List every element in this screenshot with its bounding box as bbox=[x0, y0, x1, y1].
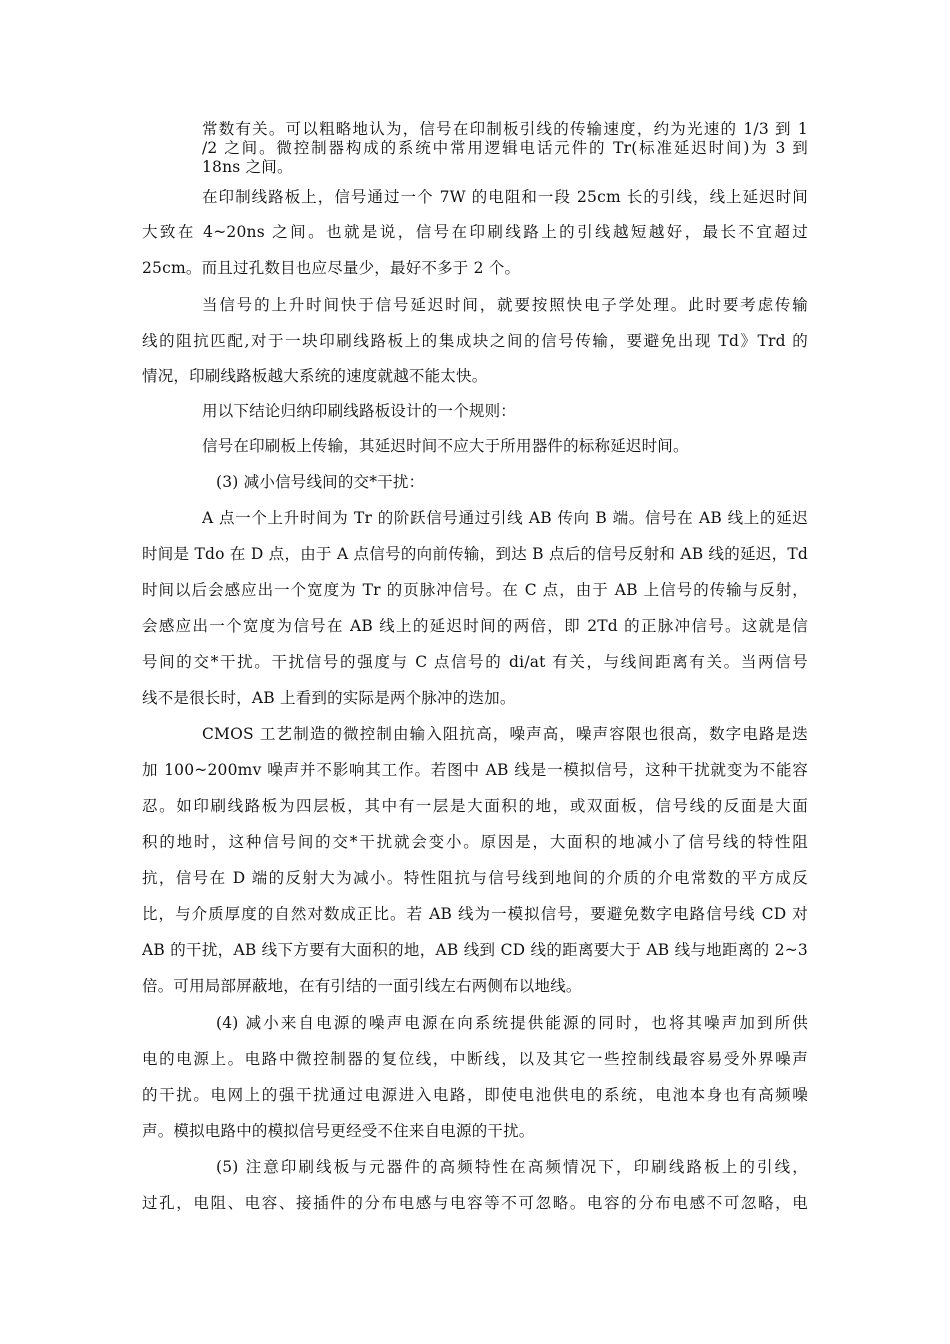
cross-line-2: 时间是 Tdo 在 D 点，由于 A 点信号的向前传输，到达 B 点后的信号反射和 AB 线的延迟，Td bbox=[142, 545, 808, 563]
power-line-3: 的干扰。电网上的强干扰通过电源进入电路，即使电池供电的系统，电池本身也有高频噪 bbox=[142, 1086, 808, 1104]
cmos-line-3: 忍。如印刷线路板为四层板，其中有一层是大面积的地，或双面板，信号线的反面是大面 bbox=[142, 797, 808, 815]
intro-line-1: 常数有关。可以粗略地认为，信号在印制板引线的传输速度，约为光速的 1/3 到 1 bbox=[202, 120, 808, 138]
delay-line-1: 在印制线路板上，信号通过一个 7W 的电阻和一段 25cm 长的引线，线上延迟时间 bbox=[202, 188, 808, 206]
hf-line-1: (5) 注意印刷线板与元器件的高频特性在高频情况下，印刷线路板上的引线， bbox=[216, 1158, 808, 1176]
rule-intro: 用以下结论归纳印刷线路板设计的一个规则： bbox=[202, 402, 517, 420]
rule-text: 信号在印刷板上传输，其延迟时间不应大于所用器件的标称延迟时间。 bbox=[202, 437, 689, 455]
cmos-line-5: 抗，信号在 D 端的反射大为减小。特性阻抗与信号线到地间的介质的介电常数的平方成反 bbox=[142, 869, 808, 887]
cmos-line-7: AB 的干扰，AB 线下方要有大面积的地，AB 线到 CD 线的距离要大于 AB 线与地距离的 2~3 bbox=[142, 941, 808, 959]
section-heading-3: (3) 减小信号线间的交*干扰： bbox=[216, 473, 425, 491]
cross-line-1: A 点一个上升时间为 Tr 的阶跃信号通过引线 AB 传向 B 端。信号在 AB 线上的延迟 bbox=[202, 509, 808, 527]
power-line-1: (4) 减小来自电源的噪声电源在向系统提供能源的同时，也将其噪声加到所供 bbox=[216, 1014, 808, 1032]
delay-line-3: 25cm。而且过孔数目也应尽量少，最好不多于 2 个。 bbox=[142, 259, 521, 277]
cross-line-3: 时间以后会感应出一个宽度为 Tr 的页脉冲信号。在 C 点，由于 AB 上信号的传输与反射， bbox=[142, 581, 808, 599]
power-line-4: 声。模拟电路中的模拟信号更经受不住来自电源的干扰。 bbox=[142, 1122, 535, 1140]
cmos-line-4: 积的地时，这种信号间的交*干扰就会变小。原因是，大面积的地减小了信号线的特性阻 bbox=[142, 833, 808, 851]
cmos-line-2: 加 100~200mv 噪声并不影响其工作。若图中 AB 线是一模拟信号，这种干扰就变为不能容 bbox=[142, 761, 808, 779]
rise-line-2: 线的阻抗匹配,对于一块印刷线路板上的集成块之间的信号传输，要避免出现 Td》Trd 的 bbox=[142, 332, 808, 350]
intro-line-3: 18ns 之间。 bbox=[202, 158, 293, 176]
cmos-line-1: CMOS 工艺制造的微控制由输入阻抗高，噪声高，噪声容限也很高，数字电路是迭 bbox=[202, 725, 808, 743]
intro-line-2: /2 之间。微控制器构成的系统中常用逻辑电话元件的 Tr(标准延迟时间)为 3 到 bbox=[202, 139, 808, 157]
cmos-line-8: 倍。可用局部屏蔽地，在有引结的一面引线左右两侧布以地线。 bbox=[142, 977, 582, 995]
cross-line-4: 会感应出一个宽度为信号在 AB 线上的延迟时间的两倍，即 2Td 的正脉冲信号。这就是信 bbox=[142, 617, 808, 635]
cross-line-6: 线不是很长时，AB 上看到的实际是两个脉冲的迭加。 bbox=[142, 689, 516, 707]
power-line-2: 电的电源上。电路中微控制器的复位线，中断线，以及其它一些控制线最容易受外界噪声 bbox=[142, 1050, 808, 1068]
cmos-line-6: 比，与介质厚度的自然对数成正比。若 AB 线为一模拟信号，要避免数字电路信号线 CD 对 bbox=[142, 905, 808, 923]
hf-line-2: 过孔，电阻、电容、接插件的分布电感与电容等不可忽略。电容的分布电感不可忽略，电 bbox=[142, 1194, 808, 1212]
cross-line-5: 号间的交*干扰。干扰信号的强度与 C 点信号的 di/at 有关，与线间距离有关。当两信号 bbox=[142, 653, 808, 671]
rise-line-3: 情况，印刷线路板越大系统的速度就越不能太快。 bbox=[142, 367, 488, 385]
rise-line-1: 当信号的上升时间快于信号延迟时间，就要按照快电子学处理。此时要考虑传输 bbox=[202, 296, 808, 314]
delay-line-2: 大致在 4~20ns 之间。也就是说，信号在印刷线路上的引线越短越好，最长不宜超过 bbox=[142, 223, 808, 241]
